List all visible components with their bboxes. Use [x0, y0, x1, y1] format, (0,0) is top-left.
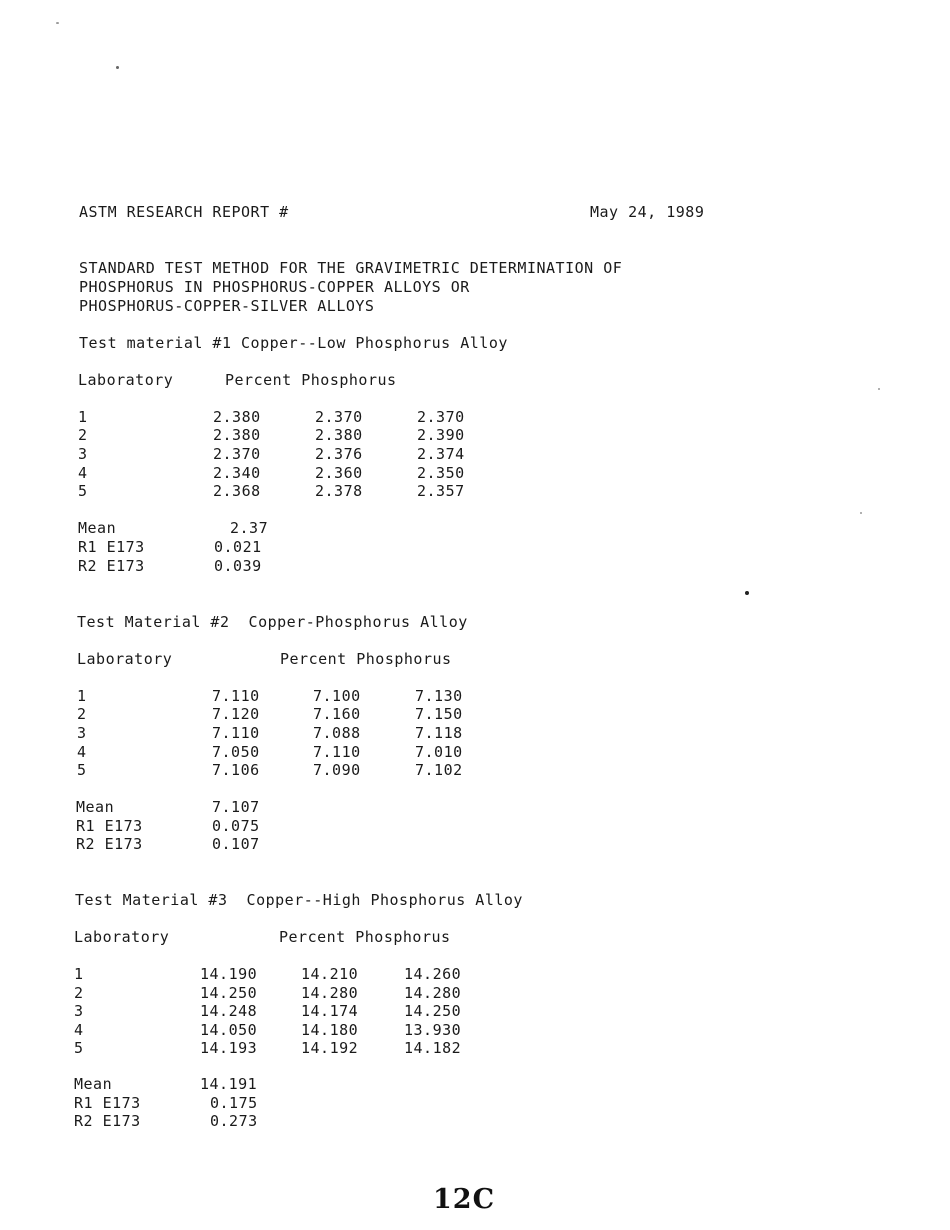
section-title: Test Material #2 Copper-Phosphorus Alloy: [77, 613, 468, 631]
lab-number: 4: [77, 743, 87, 761]
column-header-laboratory: Laboratory: [74, 928, 170, 946]
lab-number: 3: [77, 724, 87, 742]
value-2: 2.380: [315, 426, 363, 444]
column-header-percent: Percent Phosphorus: [225, 371, 397, 389]
lab-number: 2: [77, 705, 87, 723]
section-title: Test material #1 Copper--Low Phosphorus Alloy: [79, 334, 508, 352]
value-3: 2.390: [417, 426, 465, 444]
r1-value: 0.021: [214, 538, 262, 556]
mean-value: 7.107: [212, 798, 260, 816]
value-3: 2.350: [417, 464, 465, 482]
lab-number: 5: [77, 761, 87, 779]
value-1: 14.248: [200, 1002, 258, 1020]
lab-number: 4: [78, 464, 88, 482]
column-header-percent: Percent Phosphorus: [280, 650, 452, 668]
value-3: 7.010: [415, 743, 463, 761]
value-2: 2.376: [315, 445, 363, 463]
lab-number: 3: [74, 1002, 84, 1020]
lab-number: 1: [77, 687, 87, 705]
value-2: 7.088: [313, 724, 361, 742]
value-2: 2.378: [315, 482, 363, 500]
value-1: 2.380: [213, 426, 261, 444]
column-header-percent: Percent Phosphorus: [279, 928, 451, 946]
lab-number: 2: [74, 984, 84, 1002]
value-2: 7.090: [313, 761, 361, 779]
scan-speck: [116, 66, 119, 69]
r2-label: R2 E173: [76, 835, 143, 853]
scan-speck: [745, 591, 749, 595]
value-1: 7.106: [212, 761, 260, 779]
value-1: 7.120: [212, 705, 260, 723]
value-3: 2.357: [417, 482, 465, 500]
value-3: 13.930: [404, 1021, 462, 1039]
report-title: ASTM RESEARCH REPORT #: [79, 203, 289, 221]
lab-number: 5: [74, 1039, 84, 1057]
value-3: 14.250: [404, 1002, 462, 1020]
section-title: Test Material #3 Copper--High Phosphorus Alloy: [75, 891, 523, 909]
column-header-laboratory: Laboratory: [78, 371, 174, 389]
mean-value: 2.37: [230, 519, 269, 537]
lab-number: 1: [74, 965, 84, 983]
value-1: 2.380: [213, 408, 261, 426]
value-1: 14.250: [200, 984, 258, 1002]
value-3: 7.118: [415, 724, 463, 742]
lab-number: 4: [74, 1021, 84, 1039]
value-1: 7.110: [212, 724, 260, 742]
method-heading-line-3: PHOSPHORUS-COPPER-SILVER ALLOYS: [79, 297, 375, 315]
value-2: 7.160: [313, 705, 361, 723]
value-1: 14.190: [200, 965, 258, 983]
value-1: 2.340: [213, 464, 261, 482]
value-2: 14.174: [301, 1002, 359, 1020]
scan-speck: [878, 388, 880, 390]
value-3: 7.130: [415, 687, 463, 705]
value-3: 14.260: [404, 965, 462, 983]
value-3: 2.370: [417, 408, 465, 426]
scan-speck: [860, 512, 862, 514]
value-2: 2.360: [315, 464, 363, 482]
value-2: 14.280: [301, 984, 359, 1002]
value-3: 7.150: [415, 705, 463, 723]
lab-number: 5: [78, 482, 88, 500]
method-heading-line-2: PHOSPHORUS IN PHOSPHORUS-COPPER ALLOYS OR: [79, 278, 470, 296]
r1-label: R1 E173: [74, 1094, 141, 1112]
value-3: 2.374: [417, 445, 465, 463]
value-1: 7.110: [212, 687, 260, 705]
value-1: 7.050: [212, 743, 260, 761]
page-number: 12C: [433, 1184, 496, 1215]
mean-label: Mean: [74, 1075, 113, 1093]
value-3: 14.280: [404, 984, 462, 1002]
r1-label: R1 E173: [78, 538, 145, 556]
r2-value: 0.273: [210, 1112, 258, 1130]
r2-label: R2 E173: [74, 1112, 141, 1130]
method-heading-line-1: STANDARD TEST METHOD FOR THE GRAVIMETRIC DETERMINATION OF: [79, 259, 623, 277]
lab-number: 1: [78, 408, 88, 426]
report-date: May 24, 1989: [590, 203, 705, 221]
r2-value: 0.039: [214, 557, 262, 575]
mean-label: Mean: [76, 798, 115, 816]
value-2: 14.192: [301, 1039, 359, 1057]
value-2: 7.110: [313, 743, 361, 761]
value-1: 2.368: [213, 482, 261, 500]
value-2: 2.370: [315, 408, 363, 426]
r1-value: 0.175: [210, 1094, 258, 1112]
value-2: 7.100: [313, 687, 361, 705]
value-3: 14.182: [404, 1039, 462, 1057]
value-2: 14.180: [301, 1021, 359, 1039]
r1-label: R1 E173: [76, 817, 143, 835]
scan-speck: [56, 22, 59, 24]
value-3: 7.102: [415, 761, 463, 779]
mean-label: Mean: [78, 519, 117, 537]
value-1: 2.370: [213, 445, 261, 463]
column-header-laboratory: Laboratory: [77, 650, 173, 668]
value-1: 14.050: [200, 1021, 258, 1039]
r2-value: 0.107: [212, 835, 260, 853]
value-2: 14.210: [301, 965, 359, 983]
mean-value: 14.191: [200, 1075, 258, 1093]
lab-number: 3: [78, 445, 88, 463]
r1-value: 0.075: [212, 817, 260, 835]
r2-label: R2 E173: [78, 557, 145, 575]
value-1: 14.193: [200, 1039, 258, 1057]
lab-number: 2: [78, 426, 88, 444]
